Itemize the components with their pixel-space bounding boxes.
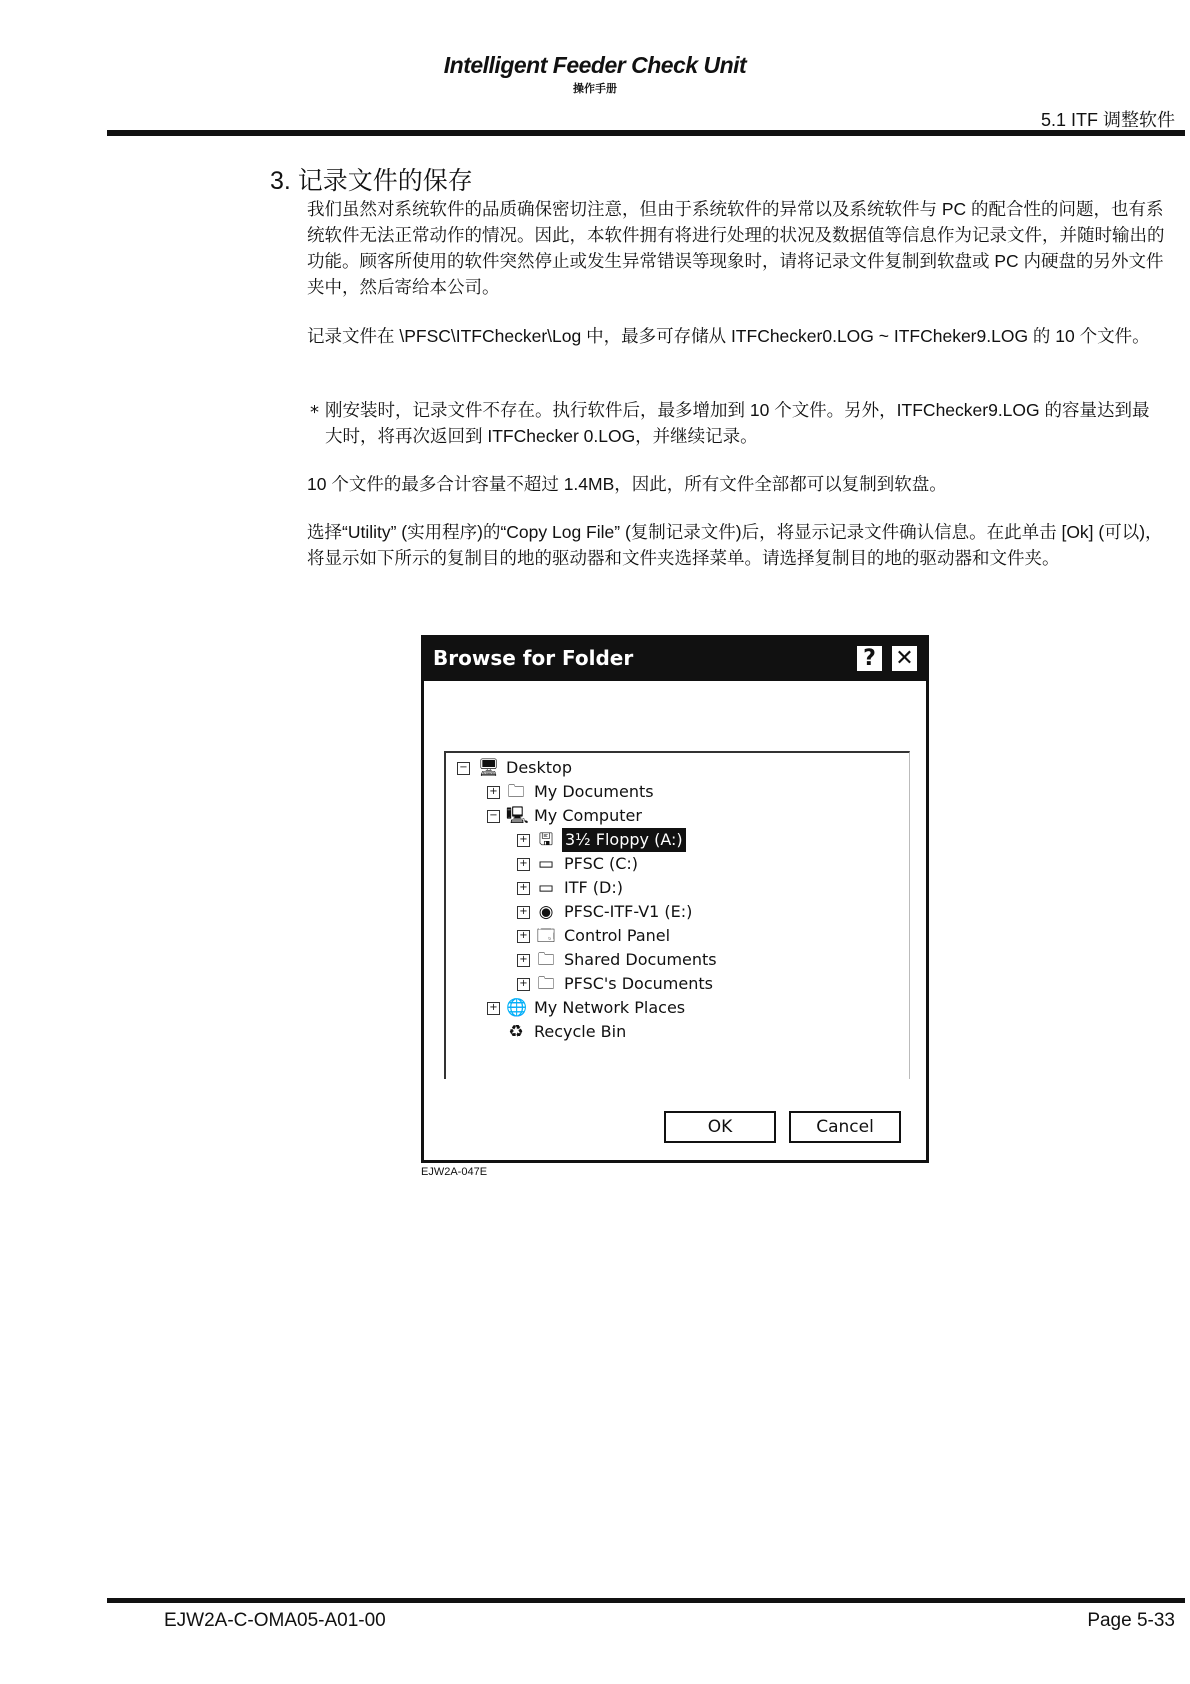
close-button[interactable]: ✕ (890, 644, 919, 673)
note-text: 刚安装时，记录文件不存在。执行软件后，最多增加到 10 个文件。另外，ITFChecker9.LOG 的容量达到最大时，将再次返回到 ITFChecker 0.LOG，并继续记录。 (325, 400, 1150, 446)
figure-caption: EJW2A-047E (421, 1166, 488, 1178)
desktop-icon: 🖥 (478, 758, 500, 778)
paragraph-intro: 我们虽然对系统软件的品质确保密切注意，但由于系统软件的异常以及系统软件与 PC 的配合性的问题，也有系统软件无法正常动作的情况。因此，本软件拥有将进行处理的状况及数据值等信息作为记录文件，并随时输出的功能。顾客所使用的软件突然停止或发生异常错误等现象时，请将记录文件复制到软盘或 PC 内硬盘的另外文件夹中，然后寄给本公司。 (307, 199, 1165, 297)
document-id: EJW2A-C-OMA05-A01-00 (164, 1610, 386, 1631)
expand-icon[interactable]: + (517, 906, 530, 919)
footer-rule (107, 1598, 1185, 1603)
expand-icon[interactable]: + (517, 858, 530, 871)
tree-item-label: Recycle Bin (534, 1022, 627, 1041)
expand-icon[interactable]: + (517, 978, 530, 991)
cancel-button[interactable]: Cancel (789, 1111, 901, 1143)
note-mark: * (310, 402, 319, 423)
expand-icon[interactable]: + (517, 930, 530, 943)
page-number: Page 5-33 (1087, 1610, 1175, 1631)
paragraph-log-location: 记录文件在 \PFSC\ITFChecker\Log 中，最多可存储从 ITFChecker0.LOG ~ ITFCheker9.LOG 的 10 个文件。 (307, 326, 1150, 346)
floppy-drive-icon: 🖫 (538, 830, 554, 850)
tree-item-label: My Documents (534, 782, 654, 801)
header-rule (107, 130, 1185, 136)
collapse-icon[interactable]: − (487, 810, 500, 823)
folder-icon: 🗀 (537, 974, 555, 994)
tree-item-label: PFSC-ITF-V1 (E:) (564, 902, 693, 921)
ok-button[interactable]: OK (664, 1111, 776, 1143)
recycle-bin-icon: ♻ (508, 1022, 524, 1042)
collapse-icon[interactable]: − (457, 762, 470, 775)
expand-icon[interactable]: + (487, 1002, 500, 1015)
expand-icon[interactable]: + (517, 954, 530, 967)
browse-for-folder-dialog (421, 635, 929, 1163)
tree-item-label: PFSC's Documents (564, 974, 713, 993)
folder-tree[interactable] (444, 751, 910, 1079)
computer-icon: 🖳 (506, 806, 529, 826)
tree-item-label: My Network Places (534, 998, 686, 1017)
hard-drive-icon: ▭ (537, 854, 555, 874)
section-label: 5.1 ITF 调整软件 (1040, 110, 1175, 130)
tree-item-label: PFSC (C:) (564, 854, 639, 873)
section-heading: 3. 记录文件的保存 (270, 167, 473, 195)
expand-icon[interactable]: + (517, 882, 530, 895)
paragraph-capacity: 10 个文件的最多合计容量不超过 1.4MB，因此，所有文件全部都可以复制到软盘。 (307, 474, 947, 494)
expand-icon[interactable]: + (517, 834, 530, 847)
expand-icon[interactable]: + (487, 786, 500, 799)
network-icon: 🌐 (506, 998, 528, 1018)
tree-item-label: My Computer (534, 806, 642, 825)
manual-subtitle: 操作手册 (573, 82, 617, 95)
tree-item-label: ITF (D:) (564, 878, 623, 897)
tree-item-label: Control Panel (564, 926, 671, 945)
tree-item-label: Desktop (506, 758, 572, 777)
hard-drive-icon: ▭ (537, 878, 555, 898)
manual-title: Intelligent Feeder Check Unit (443, 52, 747, 78)
tree-item-label-selected: 3½ Floppy (A:) (562, 828, 686, 852)
dialog-title: Browse for Folder (433, 646, 634, 670)
tree-item-label: Shared Documents (564, 950, 717, 969)
folder-icon: 🗀 (507, 782, 525, 802)
dialog-title-bar (424, 638, 926, 681)
cd-drive-icon: ◉ (538, 902, 554, 922)
help-button[interactable]: ? (855, 644, 884, 673)
folder-icon: 🗀 (537, 950, 555, 970)
control-panel-icon: 🗔 (536, 926, 556, 946)
paragraph-procedure: 选择“Utility” (实用程序)的“Copy Log File” (复制记录文件)后，将显示记录文件确认信息。在此单击 [Ok] (可以)，将显示如下所示的复制目的地的驱动器和文件夹选择菜单。请选择复制目的地的驱动器和文件夹。 (307, 522, 1163, 568)
